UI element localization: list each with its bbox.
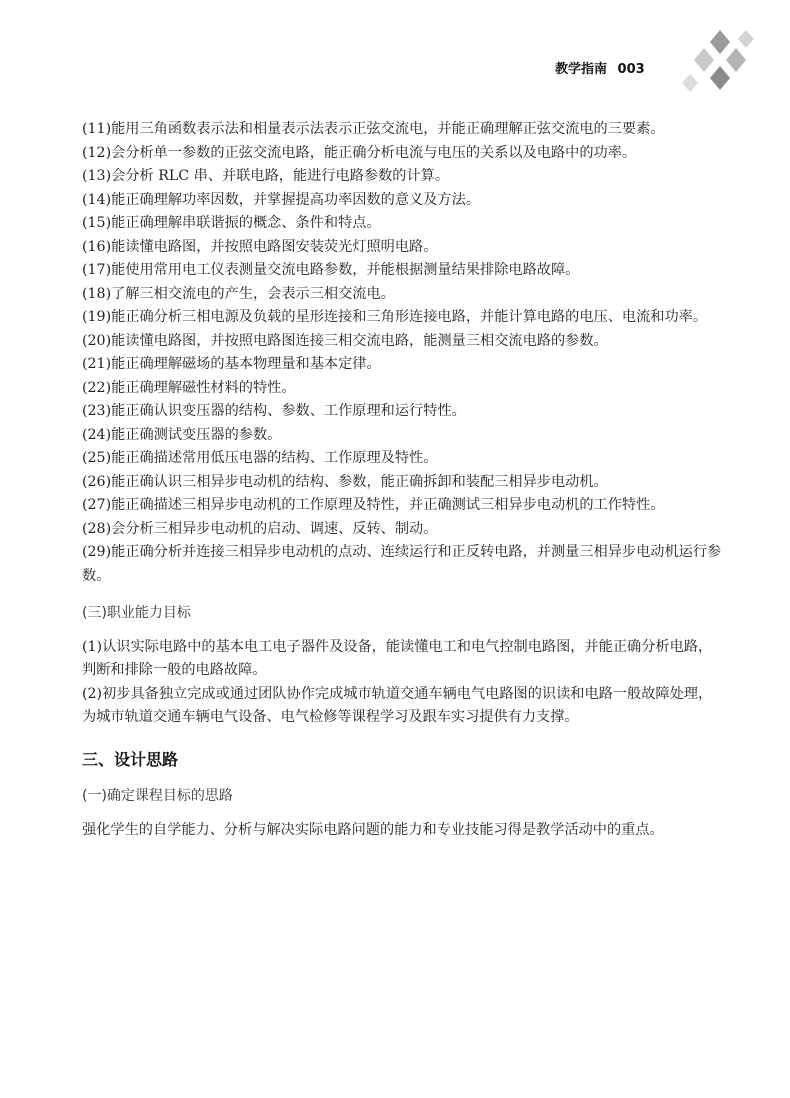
knowledge-objectives-list [82,118,722,588]
list-item: (13)会分析 RLC 串、并联电路，能进行电路参数的计算。 [82,168,450,184]
corner-diamond-ornament [680,26,760,96]
list-item: (21)能正确理解磁场的基本物理量和基本定律。 [82,356,381,372]
list-item: (24)能正确测试变压器的参数。 [82,426,282,443]
running-header [555,58,645,77]
vocational-objectives-heading: (三)职业能力目标 [82,605,191,621]
section-heading: 三、设计思路 [82,749,179,769]
list-item: (27)能正确描述三相异步电动机的工作原理及特性，并正确测试三相异步电动机的工作特性。 [82,497,665,513]
list-item: (26)能正确认识三相异步电动机的结构、参数，能正确拆卸和装配三相异步电动机。 [82,473,608,490]
list-item: (18)了解三相交流电的产生，会表示三相交流电。 [82,285,395,302]
list-item: (28)会分析三相异步电动机的启动、调速、反转、制动。 [82,520,438,537]
list-item: (20)能读懂电路图，并按照电路图连接三相交流电路，能测量三相交流电路的参数。 [82,332,608,349]
page-number: 003 [617,62,645,77]
header-title: 教学指南 [555,62,608,77]
list-item: (14)能正确理解功率因数，并掌握提高功率因数的意义及方法。 [82,191,481,208]
list-item: (25)能正确描述常用低压电器的结构、工作原理及特性。 [82,450,438,466]
list-item: (17)能使用常用电工仪表测量交流电路参数，并能根据测量结果排除电路故障。 [82,262,580,278]
subsection-heading: (一)确定课程目标的思路 [82,788,233,804]
list-item: (12)会分析单一参数的正弦交流电路，能正确分析电流与电压的关系以及电路中的功率。 [82,144,637,161]
list-item: (19)能正确分析三相电源及负载的星形连接和三角形连接电路，并能计算电路的电压、电流和功率。 [82,309,708,325]
list-item: (1)认识实际电路中的基本电工电子器件及设备，能读懂电工和电气控制电路图，并能正确分析电路，判断和排除一般的电路故障。 [82,638,713,678]
list-item: (15)能正确理解串联谐振的概念、条件和特点。 [82,215,381,231]
list-item: (16)能读懂电路图，并按照电路图安装荧光灯照明电路。 [82,238,438,255]
page-body [82,118,722,842]
list-item: (2)初步具备独立完成或通过团队协作完成城市轨道交通车辆电气电路图的识读和电路一般故障处理，为城市轨道交通车辆电气设备、电气检修等课程学习及跟车实习提供有力支撑。 [82,685,713,725]
list-item: (23)能正确认识变压器的结构、参数、工作原理和运行特性。 [82,403,466,419]
vocational-objectives-list [82,636,722,730]
list-item: (22)能正确理解磁性材料的特性。 [82,379,296,396]
body-paragraph: 强化学生的自学能力、分析与解决实际电路问题的能力和专业技能习得是教学活动中的重点。 [82,821,664,838]
list-item: (29)能正确分析并连接三相异步电动机的点动、连续运行和正反转电路，并测量三相异步电动机运行参数。 [82,544,722,584]
list-item: (11)能用三角函数表示法和相量表示法表示正弦交流电，并能正确理解正弦交流电的三要素。 [82,121,665,137]
